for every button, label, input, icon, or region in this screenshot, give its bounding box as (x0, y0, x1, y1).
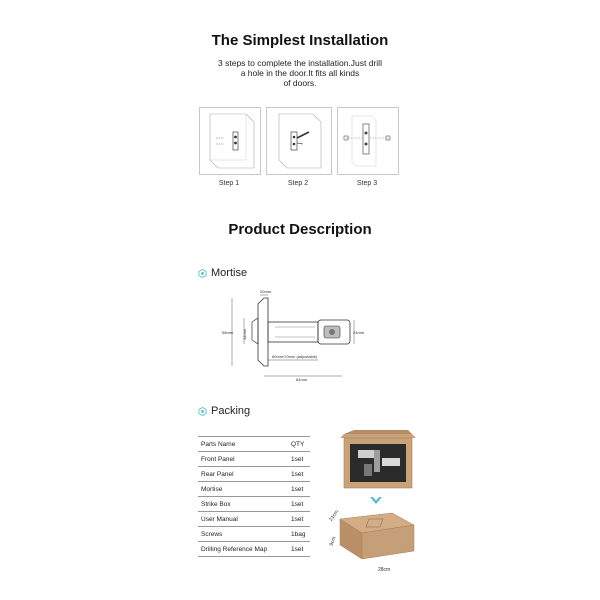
step-3-label: Step 3 (356, 180, 378, 187)
part-name: User Manual (198, 512, 288, 527)
box-dim-height: 9cm (328, 535, 338, 547)
part-qty: 1set (288, 467, 310, 482)
open-box-image (338, 428, 418, 494)
part-qty: 1set (288, 497, 310, 512)
mortise-dim-right-height: 24mm (353, 330, 365, 335)
part-qty: 1bag (288, 527, 310, 542)
packing-heading (198, 405, 250, 417)
part-name: Front Panel (198, 452, 288, 467)
table-row (198, 542, 310, 557)
mortise-dim-top: 20mm (260, 290, 272, 294)
box-dim-length: 28cm (378, 567, 391, 573)
part-name: Drilling Reference Map (198, 542, 288, 557)
part-qty: 1set (288, 512, 310, 527)
part-name: Strike Box (198, 497, 288, 512)
table-row (198, 482, 310, 497)
step-2-illustration (266, 107, 332, 175)
packing-table (198, 436, 310, 557)
table-row (198, 527, 310, 542)
mortise-dim-left-height: 58mm (222, 330, 234, 335)
box-dim-width: 21cm (328, 509, 340, 523)
step-1-illustration (199, 107, 261, 175)
mortise-dim-inner-height: 44mm (242, 328, 247, 340)
mortise-diagram (220, 290, 370, 382)
handle-mount-icon (338, 108, 398, 174)
table-row (198, 497, 310, 512)
part-qty: 1set (288, 452, 310, 467)
mortise-heading (198, 267, 247, 279)
mortise-insert-icon (267, 108, 331, 174)
installation-subtitle: 3 steps to complete the installation.Just drill a hole in the door.It fits all kinds of doors. (218, 58, 382, 88)
closed-box-image (322, 505, 422, 575)
hexagon-bullet-icon (198, 407, 207, 416)
step-3-illustration (337, 107, 399, 175)
mortise-dim-backset: 60mm/70mm (adjustable) (272, 354, 318, 359)
table-row (198, 467, 310, 482)
header-qty: QTY (288, 437, 310, 452)
installation-title: The Simplest Installation (211, 32, 389, 49)
table-header-row (198, 437, 310, 452)
header-parts-name: Parts Name (198, 437, 288, 452)
hexagon-bullet-icon (198, 269, 207, 278)
step-1-label: Step 1 (218, 180, 240, 187)
table-row (198, 452, 310, 467)
mortise-dim-length: 84mm (296, 377, 308, 382)
part-qty: 1set (288, 482, 310, 497)
product-description-title: Product Description (228, 221, 372, 238)
part-qty: 1set (288, 542, 310, 557)
packing-heading-label: Packing (211, 405, 251, 417)
table-row (198, 512, 310, 527)
part-name: Mortise (198, 482, 288, 497)
part-name: Rear Panel (198, 467, 288, 482)
step-2-label: Step 2 (287, 180, 309, 187)
door-drill-icon (200, 108, 260, 174)
part-name: Screws (198, 527, 288, 542)
mortise-heading-label: Mortise (211, 267, 248, 279)
